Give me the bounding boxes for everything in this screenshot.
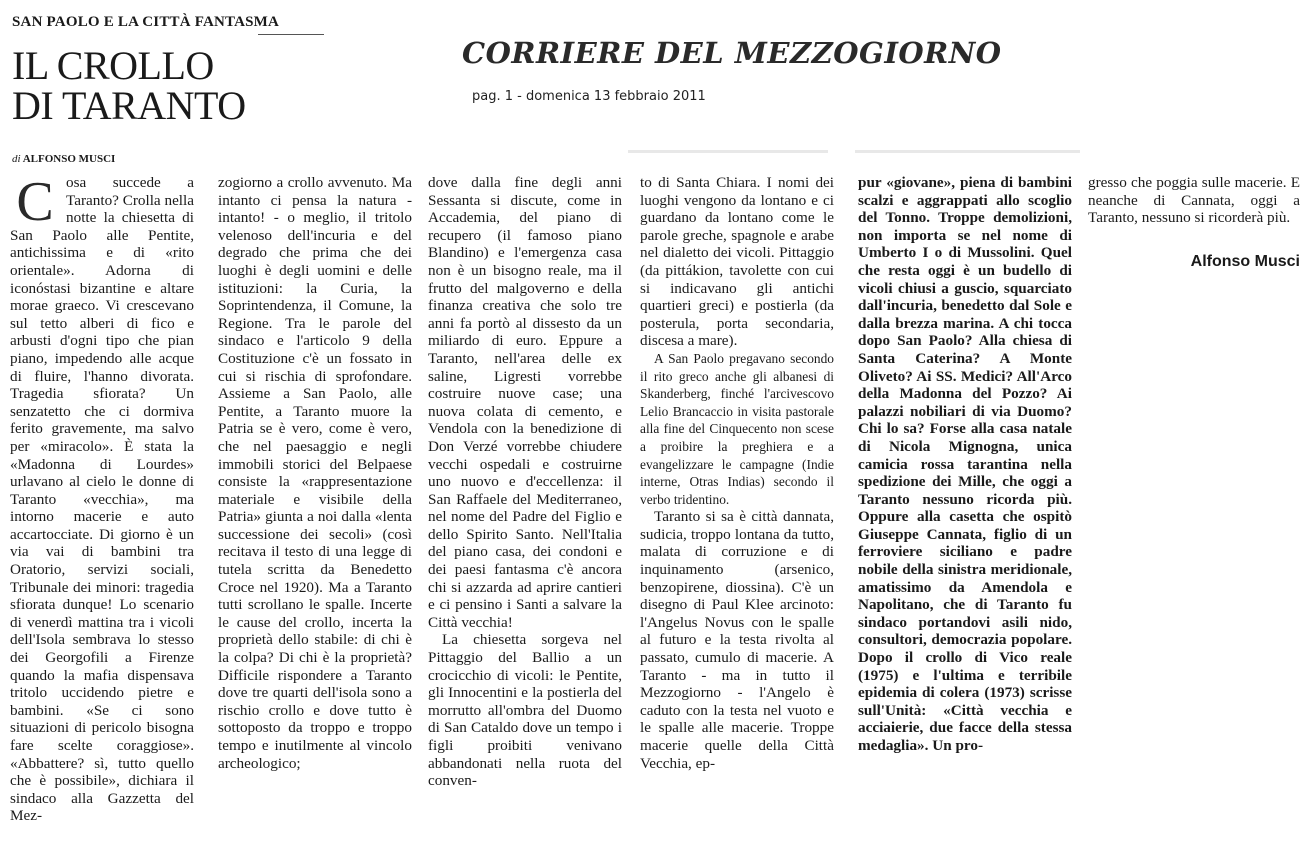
column-3-paragraph-2: La chiesetta sorgeva nel Pittaggio del Ballio a un crocicchio di vicoli: le Pentite, gli Innocentini e la postierla del morrutto all'ombra del Duomo di San Cataldo dove un tempo i figli proibiti venivano abbandonati nella ruota del conven- [428, 631, 622, 790]
article-signature: Alfonso Musci [1190, 253, 1300, 270]
article-column-1 [10, 174, 194, 852]
byline-author: ALFONSO MUSCI [22, 153, 116, 165]
column-3-paragraph-1: dove dalla fine degli anni Sessanta si discute, come in Accademia, del piano di recupero (il famoso piano Blandino) e l'emergenza casa non è un bisogno reale, ma il frutto del malgoverno e della finanza creativa che solo tre anni fa portò al dissesto da un miliardo di euro. Eppure a Taranto, nell'area delle ex saline, Ligresti vorrebbe costruire nuove case; una nuova colata di cemento, e Vendola con la benedizione di Don Verzé vorrebbe chiudere vecchi ospedali e costruirne uno nuovo e d'eccellenza: il San Raffaele del Mediterraneo, nel nome del Padre del Figlio e dello Spirito Santo. Nell'Italia del piano casa, dei condoni e dei paesi fantasma c'è ancora chi si azzarda ad aprire cantieri e ci pensino i Santi a salvare la Città vecchia! [428, 174, 622, 631]
article-column-2 [218, 174, 412, 852]
article-column-6 [1088, 174, 1300, 294]
column-2-text: zogiorno a crollo avvenuto. Ma intanto ci pensa la natura - intanto! - o meglio, il tritolo velenoso dell'incuria e del degrado che prima che dei luoghi è degli uomini e delle istituzioni: la Curia, la Soprintendenza, il Comune, la Regione. Tra le parole del sindaco e l'articolo 9 della Costituzione c'è un fossato in cui si rischia di sprofondare. Assieme a San Paolo, alle Pentite, a Taranto muore la Patria se è vero, come è vero, che nel paesaggio e negli immobili storici del Belpaese consiste la «rappresentazione materiale e visibile della Patria» giunta a noi dalla «lenta successione dei secoli» (così recitava il testo di una legge di tutela scritta da Benedetto Croce nel 1920). Ma a Taranto tutti scrollano le spalle. Incerte le cause del crollo, incerta la proprietà dello stabile: di chi è la colpa? Di chi è la proprietà? Difficile rispondere a Taranto dove tre quarti dell'isola sono a rischio crollo e dove tutto è sottoposto da troppo e troppo tempo e inutilmente al vincolo archeologico; [218, 174, 412, 772]
headline-line-2: DI TARANTO [12, 83, 246, 128]
byline [12, 153, 115, 165]
kicker-rule [258, 34, 324, 35]
column-1-text: osa succede a Taranto? Crolla nella notte la chiesetta di San Paolo alle Pentite, antichissima e di «rito orientale». Adorna di iconóstasi bizantine e altare morae graeco. Vi crescevano sul tetto alberi di fico e arbusti d'ogni tipo che pian piano, impedendo alle acque di fluire, l'hanno divorata. Tragedia sfiorata? Un senzatetto che ci dormiva ferito gravemente, ma salvo per «miracolo». È stata la «Madonna di Lourdes» urlavano al cielo le donne di Taranto «vecchia», ma intorno macerie e auto accartocciate. Di giorno è un via vai di bambini tra Oratorio, servizi sociali, Tribunale dei minori: tragedia sfiorata dunque! Lo scenario di venerdì mattina tra i vicoli dell'Isola sembrava lo stesso dei Georgofili a Firenze quando la mafia dispensava tritolo uccidendo pietre e bambini. «Se ci sono situazioni di pericolo bisogna fare scelte coraggiose». «Abbattere? sì, tutto quello che è possibile», dichiara il sindaco alla Gazzetta del Mez- [10, 174, 194, 825]
column-4-paragraph-1: to di Santa Chiara. I nomi dei luoghi vengono da lontano e ci guardano da lontano come le parole greche, spagnole e arabe nel dialetto dei vicoli. Pittaggio (da pittákion, tavolette con cui si indicavano gli antichi quartieri greci) e postierla (da posterula, porta secondaria, discesa a mare). [640, 174, 834, 350]
drop-cap-ornament [10, 176, 60, 226]
article-column-3 [428, 174, 622, 852]
article-kicker: SAN PAOLO E LA CITTÀ FANTASMA [12, 14, 280, 30]
page-info: pag. 1 - domenica 13 febbraio 2011 [472, 89, 706, 104]
column-5-text: pur «giovane», piena di bambini scalzi e aggrappati allo scoglio del Tonno. Troppe demolizioni, non importa se nel nome di Umberto I o di Mussolini. Quel che resta oggi è un budello di vicoli chiusi a guscio, squarciato dall'incuria, benedetto dal Sole e dalla brezza marina. A chi tocca dopo San Paolo? Alla chiesa di Santa Caterina? A Monte Oliveto? Ai SS. Medici? All'Arco della Madonna del Pozzo? Ai palazzi nobiliari di via Duomo? Chi lo sa? Forse alla casa natale di Nicola Mignogna, unica camicia rossa tarantina nella spedizione dei Mille, che oggi a Taranto nessuno ricorda più. Oppure alla casetta che ospitò Giuseppe Cannata, figlio di un ferroviere siciliano e padre nobile della sinistra meridionale, amatissimo da Amendola e Napolitano, che di Taranto fu sindaco portandovi asili nido, consultori, democrazia popolare. Dopo il crollo di Vico reale (1975) e l'ultima e terribile epidemia di colera (1973) scrisse sull'Unità: «Città vecchia e acciaierie, due facce della stessa medaglia». Un pro- [858, 174, 1072, 754]
scan-shadow-2 [855, 150, 1080, 153]
column-6-text: gresso che poggia sulle macerie. E neanche di Cannata, oggi a Taranto, nessuno si ricorderà più. [1088, 174, 1300, 227]
byline-prefix: di [12, 153, 21, 165]
article-headline [12, 43, 302, 128]
scan-shadow-1 [628, 150, 828, 153]
headline-line-1: IL CROLLO [12, 43, 214, 88]
article-column-5 [858, 174, 1072, 852]
newspaper-masthead: CORRIERE DEL MEZZOGIORNO [462, 36, 1002, 70]
article-column-4 [640, 174, 834, 852]
column-4-paragraph-3: Taranto si sa è città dannata, sudicia, troppo lontana da tutto, malata di corruzione e di inquinamento (arsenico, benzopirene, diossina). C'è un disegno di Paul Klee arcinoto: l'Angelus Novus con le spalle al futuro e la testa rivolta al passato, cumulo di macerie. A Taranto - ma in tutto il Mezzogiorno - l'Angelo è caduto con la testa nel vuoto e le spalle alle macerie. Troppe macerie quelle della Città Vecchia, ep- [640, 508, 834, 772]
column-4-paragraph-2: A San Paolo pregavano secondo il rito greco anche gli albanesi di Skanderberg, finché l'arcivescovo Lelio Brancaccio in visita pastorale alla fine del Cinquecento non scese a proibire la preghiera e a evangelizzare le campagne (Indie interne, Otras Indias) secondo il verbo tridentino. [640, 350, 834, 507]
drop-cap-letter: C [16, 176, 54, 226]
